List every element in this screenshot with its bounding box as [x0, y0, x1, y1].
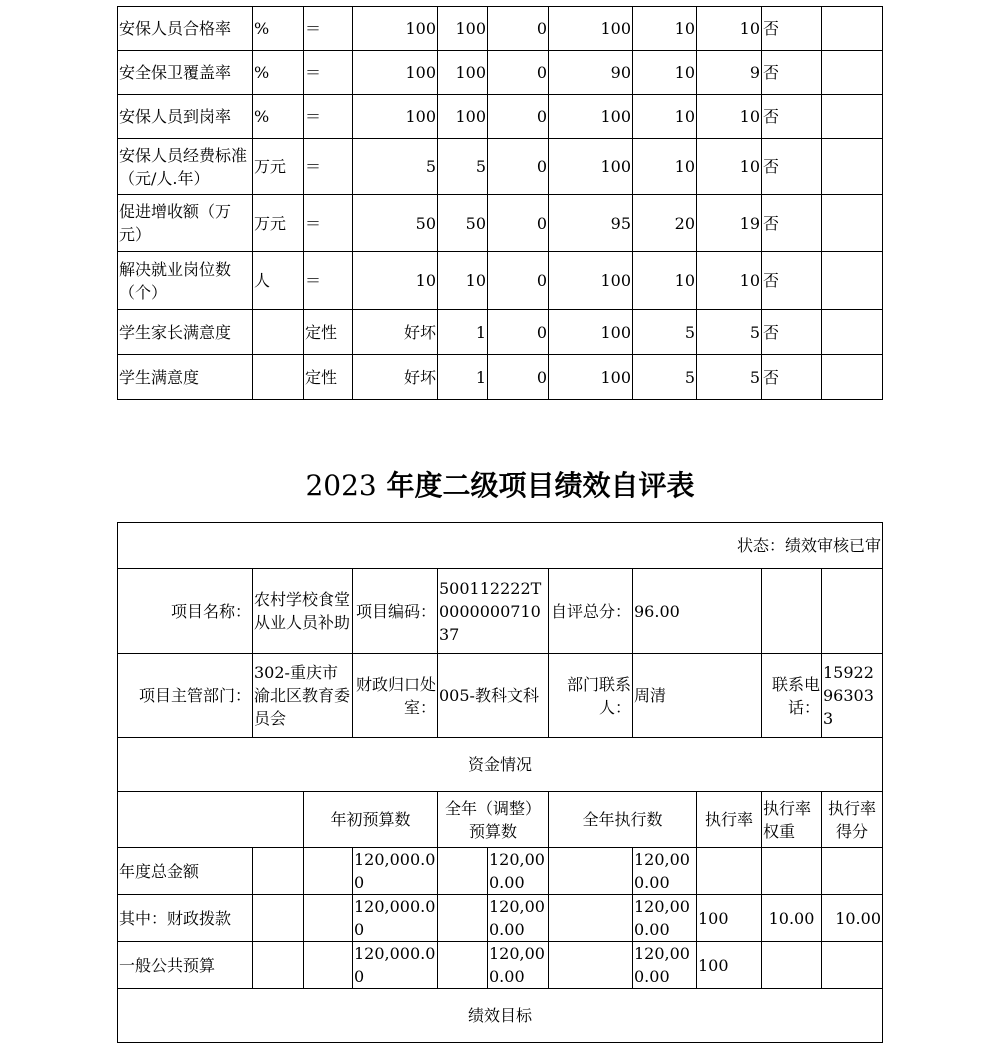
indicator-actual: 100 — [549, 355, 633, 400]
fund-adjusted: 120,000.00 — [488, 895, 549, 942]
fund-adjusted: 120,000.00 — [488, 848, 549, 895]
empty-cell — [304, 848, 353, 895]
indicator-weight: 10 — [633, 252, 697, 310]
project-name-label: 项目名称： — [118, 569, 253, 654]
title-text: 年度二级项目绩效自评表 — [376, 469, 695, 502]
empty-cell — [822, 51, 883, 95]
indicator-unit: 人 — [253, 252, 304, 310]
indicator-full-value: 100 — [438, 51, 488, 95]
table-row — [118, 252, 883, 310]
indicator-name: 安全保卫覆盖率 — [118, 51, 253, 95]
dept-label: 项目主管部门： — [118, 654, 253, 738]
indicator-actual: 90 — [549, 51, 633, 95]
fund-rate — [697, 848, 762, 895]
indicator-unit — [253, 310, 304, 355]
table-row — [118, 51, 883, 95]
header-adjusted-budget: 全年（调整）预算数 — [438, 792, 549, 848]
dept-value: 302-重庆市渝北区教育委员会 — [253, 654, 353, 738]
indicator-operator: ＝ — [304, 252, 353, 310]
indicator-full-value: 10 — [438, 252, 488, 310]
table-row — [118, 7, 883, 51]
indicator-zero-value: 0 — [488, 310, 549, 355]
indicator-full-value: 5 — [438, 139, 488, 195]
fund-weight — [762, 848, 822, 895]
self-evaluation-table — [117, 522, 883, 1043]
table-row — [118, 355, 883, 400]
fund-score — [822, 942, 883, 989]
indicator-flag: 否 — [762, 139, 822, 195]
indicator-weight: 10 — [633, 7, 697, 51]
empty-cell — [304, 895, 353, 942]
indicator-actual: 100 — [549, 95, 633, 139]
project-code-label: 项目编码： — [353, 569, 438, 654]
fund-executed: 120,000.00 — [633, 848, 697, 895]
phone-label: 联系电话： — [762, 654, 822, 738]
header-weight: 执行率权重 — [762, 792, 822, 848]
indicator-score: 5 — [697, 355, 762, 400]
funds-section-title: 资金情况 — [118, 738, 883, 792]
header-initial-budget: 年初预算数 — [304, 792, 438, 848]
indicator-name: 安保人员合格率 — [118, 7, 253, 51]
indicator-name: 促进增收额（万元） — [118, 195, 253, 252]
indicator-target: 100 — [353, 7, 438, 51]
indicator-operator: ＝ — [304, 95, 353, 139]
empty-cell — [822, 310, 883, 355]
indicator-operator: ＝ — [304, 139, 353, 195]
indicator-flag: 否 — [762, 310, 822, 355]
indicator-operator: 定性 — [304, 310, 353, 355]
fund-executed: 120,000.00 — [633, 895, 697, 942]
self-score-value: 96.00 — [633, 569, 762, 654]
indicator-weight: 5 — [633, 355, 697, 400]
indicator-full-value: 100 — [438, 7, 488, 51]
empty-cell — [253, 848, 304, 895]
indicator-zero-value: 0 — [488, 95, 549, 139]
header-score: 执行率得分 — [822, 792, 883, 848]
goals-section-title: 绩效目标 — [118, 989, 883, 1043]
finance-label: 财政归口处室： — [353, 654, 438, 738]
indicator-target: 100 — [353, 51, 438, 95]
indicator-score: 19 — [697, 195, 762, 252]
indicator-full-value: 1 — [438, 355, 488, 400]
empty-cell — [253, 895, 304, 942]
indicator-score: 10 — [697, 7, 762, 51]
empty-cell — [549, 895, 633, 942]
empty-cell — [304, 942, 353, 989]
indicator-weight: 10 — [633, 139, 697, 195]
indicator-flag: 否 — [762, 195, 822, 252]
indicator-target: 5 — [353, 139, 438, 195]
indicator-unit: 万元 — [253, 139, 304, 195]
project-name-value: 农村学校食堂从业人员补助 — [253, 569, 353, 654]
empty-cell — [762, 569, 822, 654]
page-title — [0, 468, 1000, 504]
indicator-name: 学生家长满意度 — [118, 310, 253, 355]
table-row — [118, 310, 883, 355]
fund-score: 10.00 — [822, 895, 883, 942]
fund-label: 其中：财政拨款 — [118, 895, 253, 942]
table-row — [118, 139, 883, 195]
indicator-zero-value: 0 — [488, 355, 549, 400]
indicator-operator: ＝ — [304, 195, 353, 252]
phone-value: 15922963033 — [822, 654, 883, 738]
indicator-target: 50 — [353, 195, 438, 252]
contact-value: 周清 — [633, 654, 762, 738]
fund-initial: 120,000.00 — [353, 895, 438, 942]
indicator-actual: 100 — [549, 7, 633, 51]
indicator-target: 10 — [353, 252, 438, 310]
empty-cell — [822, 95, 883, 139]
fund-rate: 100 — [697, 942, 762, 989]
indicator-unit: % — [253, 51, 304, 95]
table-row — [118, 942, 883, 989]
indicator-actual: 100 — [549, 139, 633, 195]
indicator-flag: 否 — [762, 7, 822, 51]
fund-score — [822, 848, 883, 895]
empty-cell — [549, 848, 633, 895]
indicator-flag: 否 — [762, 252, 822, 310]
indicator-zero-value: 0 — [488, 51, 549, 95]
indicator-score: 9 — [697, 51, 762, 95]
indicator-target: 好坏 — [353, 355, 438, 400]
indicator-full-value: 100 — [438, 95, 488, 139]
indicator-unit: 万元 — [253, 195, 304, 252]
indicator-weight: 10 — [633, 95, 697, 139]
table-row — [118, 195, 883, 252]
header-rate: 执行率 — [697, 792, 762, 848]
finance-value: 005-教科文科 — [438, 654, 549, 738]
header-executed: 全年执行数 — [549, 792, 697, 848]
indicator-zero-value: 0 — [488, 252, 549, 310]
indicator-target: 100 — [353, 95, 438, 139]
fund-rate: 100 — [697, 895, 762, 942]
indicator-flag: 否 — [762, 95, 822, 139]
indicator-score: 5 — [697, 310, 762, 355]
fund-initial: 120,000.00 — [353, 848, 438, 895]
empty-cell — [822, 355, 883, 400]
indicator-flag: 否 — [762, 51, 822, 95]
indicator-name: 学生满意度 — [118, 355, 253, 400]
empty-cell — [822, 569, 883, 654]
empty-cell — [549, 942, 633, 989]
indicator-weight: 10 — [633, 51, 697, 95]
indicator-operator: ＝ — [304, 51, 353, 95]
indicator-score: 10 — [697, 95, 762, 139]
indicator-name: 解决就业岗位数（个） — [118, 252, 253, 310]
indicator-name: 安保人员到岗率 — [118, 95, 253, 139]
indicator-table — [117, 6, 883, 400]
indicator-full-value: 50 — [438, 195, 488, 252]
status-cell: 状态：绩效审核已审 — [118, 523, 883, 569]
indicator-unit: % — [253, 95, 304, 139]
title-year: 2023 — [305, 469, 377, 502]
empty-cell — [438, 848, 488, 895]
project-code-value: 500112222T000000071037 — [438, 569, 549, 654]
empty-cell — [253, 942, 304, 989]
fund-label: 年度总金额 — [118, 848, 253, 895]
empty-cell — [438, 895, 488, 942]
empty-cell — [822, 252, 883, 310]
indicator-unit: % — [253, 7, 304, 51]
fund-label: 一般公共预算 — [118, 942, 253, 989]
indicator-zero-value: 0 — [488, 7, 549, 51]
indicator-operator: ＝ — [304, 7, 353, 51]
indicator-actual: 95 — [549, 195, 633, 252]
indicator-unit — [253, 355, 304, 400]
indicator-full-value: 1 — [438, 310, 488, 355]
fund-adjusted: 120,000.00 — [488, 942, 549, 989]
indicator-score: 10 — [697, 252, 762, 310]
contact-label: 部门联系人： — [549, 654, 633, 738]
indicator-weight: 20 — [633, 195, 697, 252]
fund-weight: 10.00 — [762, 895, 822, 942]
indicator-target: 好坏 — [353, 310, 438, 355]
empty-cell — [822, 7, 883, 51]
indicator-score: 10 — [697, 139, 762, 195]
indicator-actual: 100 — [549, 252, 633, 310]
empty-cell — [118, 792, 304, 848]
indicator-name: 安保人员经费标准（元/人.年） — [118, 139, 253, 195]
fund-weight — [762, 942, 822, 989]
indicator-operator: 定性 — [304, 355, 353, 400]
indicator-actual: 100 — [549, 310, 633, 355]
self-score-label: 自评总分： — [549, 569, 633, 654]
fund-executed: 120,000.00 — [633, 942, 697, 989]
table-row — [118, 848, 883, 895]
fund-initial: 120,000.00 — [353, 942, 438, 989]
indicator-zero-value: 0 — [488, 139, 549, 195]
empty-cell — [438, 942, 488, 989]
table-row — [118, 95, 883, 139]
table-row — [118, 895, 883, 942]
indicator-zero-value: 0 — [488, 195, 549, 252]
empty-cell — [822, 139, 883, 195]
indicator-weight: 5 — [633, 310, 697, 355]
empty-cell — [822, 195, 883, 252]
indicator-flag: 否 — [762, 355, 822, 400]
